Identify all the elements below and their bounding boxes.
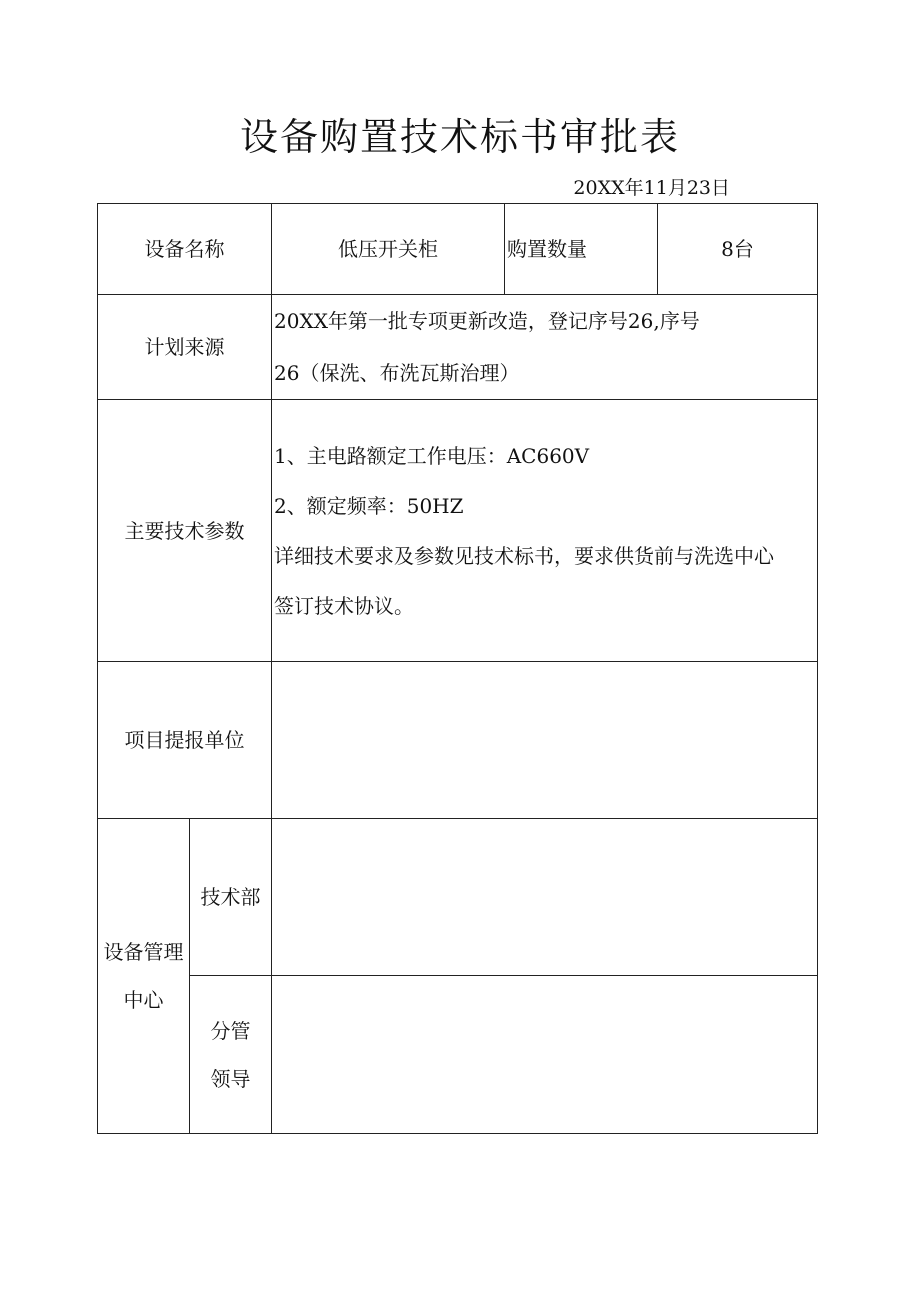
main-params-line: 详细技术要求及参数见技术标书，要求供货前与洗选中心: [274, 543, 774, 568]
plan-source-line: 26（保洗、布洗瓦斯治理）: [274, 361, 520, 385]
page-title: 设备购置技术标书审批表: [239, 115, 680, 159]
tech-dept-row: [98, 819, 818, 976]
equipment-center-label-line: 设备管理: [103, 940, 184, 964]
leader-value[interactable]: [272, 976, 818, 1134]
tech-dept-value[interactable]: [272, 819, 818, 976]
main-params-line: 1、主电路额定工作电压：AC660V: [274, 443, 590, 468]
submitting-unit-label: 项目提报单位: [98, 662, 272, 819]
plan-source-value[interactable]: [272, 295, 818, 400]
equipment-name-value[interactable]: 低压开关柜: [272, 204, 505, 295]
equipment-center-label-line: 中心: [123, 988, 164, 1012]
quantity-value[interactable]: 8台: [658, 204, 818, 295]
plan-source-label: 计划来源: [98, 295, 272, 400]
equipment-row: [98, 204, 818, 295]
form-date: 20XX年11月23日: [573, 177, 730, 199]
submitting-unit-row: [98, 662, 818, 819]
equipment-name-label: 设备名称: [98, 204, 272, 295]
leader-label-line: 分管: [210, 1018, 251, 1043]
leader-row: [98, 976, 818, 1134]
submitting-unit-value[interactable]: [272, 662, 818, 819]
tech-dept-label: 技术部: [190, 819, 272, 976]
plan-source-row: [98, 295, 818, 400]
main-params-label: 主要技术参数: [98, 400, 272, 662]
approval-form-table: [97, 203, 818, 1134]
leader-label: [190, 976, 272, 1134]
equipment-center-label: [98, 819, 190, 1134]
plan-source-line: 20XX年第一批专项更新改造，登记序号26,序号: [274, 309, 700, 333]
quantity-label: 购置数量: [505, 204, 658, 295]
leader-label-line: 领导: [210, 1066, 251, 1091]
main-params-line: 签订技术协议。: [274, 593, 414, 618]
main-params-row: [98, 400, 818, 662]
main-params-value[interactable]: [272, 400, 818, 662]
main-params-line: 2、额定频率：50HZ: [274, 493, 464, 518]
